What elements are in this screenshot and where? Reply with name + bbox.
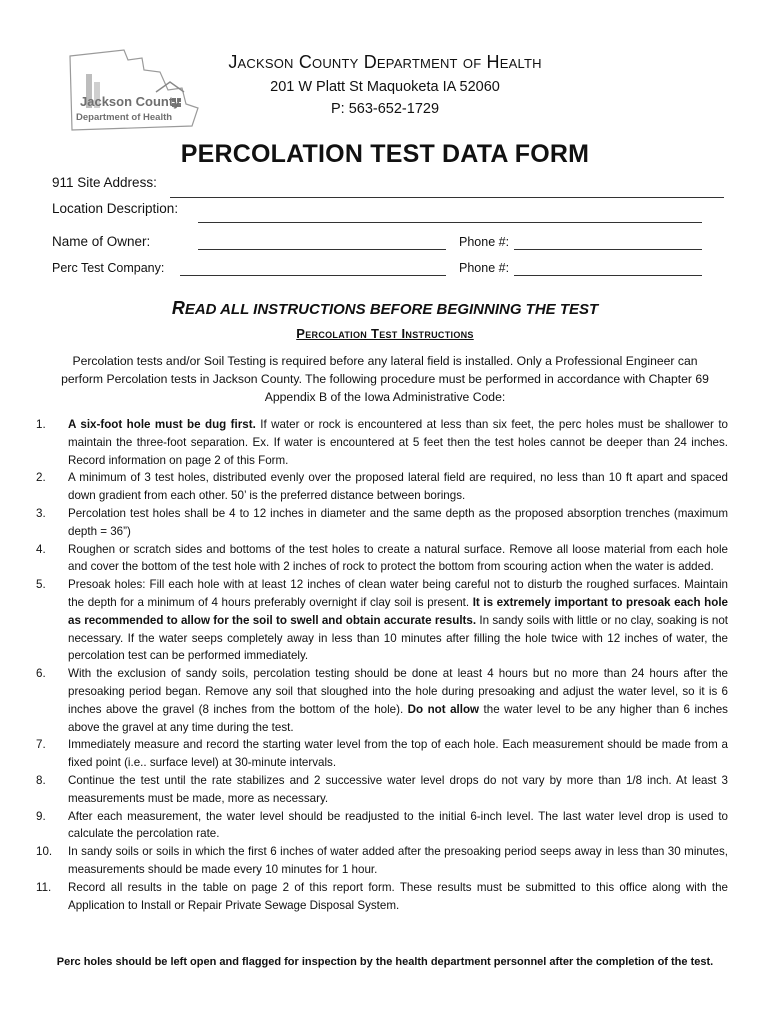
owner-phone-label: Phone #: bbox=[459, 235, 510, 249]
owner-name-label: Name of Owner: bbox=[52, 234, 151, 249]
agency-phone: P: 563-652-1729 bbox=[330, 101, 440, 117]
location-description-line[interactable] bbox=[198, 222, 702, 223]
svg-text:Department of Health: Department of Health bbox=[76, 112, 173, 123]
footer-note: Perc holes should be left open and flagged for inspection by the health department personnel after the completion of the test. bbox=[56, 956, 714, 968]
agency-name: Jackson County Department of Health bbox=[228, 52, 542, 72]
form-title: PERCOLATION TEST DATA FORM bbox=[180, 140, 590, 168]
list-item: 2. A minimum of 3 test holes, distributed evenly over the proposed lateral field are required, no less than 10 ft apart and spaced down gradient from each other. 50’ is the preferred distance between borings. bbox=[36, 471, 728, 503]
list-item: 4. Roughen or scratch sides and bottoms of the test holes to create a natural surface. Remove all loose material from each hole and cover the bottom of the test hole with 2 inches of rock to protect the bottom from scouring action when the water is added. bbox=[36, 542, 728, 574]
svg-text:Jackson County: Jackson County bbox=[80, 94, 181, 109]
perc-company-label: Perc Test Company: bbox=[52, 261, 165, 275]
list-item: 1. A six-foot hole must be dug first. If water or rock is encountered at less than six feet, the perc holes must be shallower to maintain the three-foot separation. Ex. If water is encountered at 5 feet then the test holes cannot be deeper than 24 inches. Record information on page 2 of this Form. bbox=[36, 418, 728, 467]
agency-address: 201 W Platt St Maquoketa IA 52060 bbox=[270, 79, 500, 95]
site-address-line[interactable] bbox=[170, 197, 724, 198]
list-item: 9. After each measurement, the water level should be readjusted to the initial 6-inch level. The last water level drop is used to calculate the percolation rate. bbox=[36, 809, 728, 841]
company-phone-line[interactable] bbox=[514, 275, 702, 276]
read-all-heading: READ ALL INSTRUCTIONS BEFORE BEGINNING THE TEST bbox=[171, 298, 599, 318]
county-logo bbox=[64, 46, 202, 134]
list-item: 6. With the exclusion of sandy soils, percolation testing should be done at least 4 hours but no more than 24 hours after the presoaking period began. Remove any soil that sloughed into the hole during presoaking and adjust the water level, so it is 6 inches above the gravel (8 inches from the bottom of the hole). Do not allow the water level to be any higher than 6 inches above the gravel at any time during the test. bbox=[36, 667, 728, 734]
instructions-heading: Percolation Test Instructions bbox=[296, 326, 474, 341]
list-item: 11. Record all results in the table on page 2 of this report form. These results must be submitted to this office along with the Application to Install or Repair Private Sewage Disposal System. bbox=[36, 880, 728, 912]
list-item: 7. Immediately measure and record the starting water level from the top of each hole. Each measurement should be made from a fixed point (i.e.. surface level) at 30-minute intervals. bbox=[36, 738, 728, 770]
owner-name-line[interactable] bbox=[198, 249, 446, 250]
list-item: 3. Percolation test holes shall be 4 to 12 inches in diameter and the same depth as the proposed absorption trenches (maximum depth = 36”) bbox=[36, 506, 728, 538]
instruction-list bbox=[36, 416, 728, 914]
perc-company-line[interactable] bbox=[180, 275, 446, 276]
list-item: 10. In sandy soils or soils in which the first 6 inches of water added after the presoaking period seeps away in less than 30 minutes, measurements should be made every 10 minutes for 1 hour. bbox=[36, 845, 728, 876]
owner-phone-line[interactable] bbox=[514, 249, 702, 250]
intro-paragraph: Percolation tests and/or Soil Testing is required before any lateral field is installed. Only a Professional Engineer can perform Percolation tests in Jackson County. The following procedure must be performed in accordance with Chapter 69 Appendix B of the Iowa Administrative Code: bbox=[61, 354, 709, 404]
site-address-label: 911 Site Address: bbox=[52, 175, 157, 190]
agency-header bbox=[215, 52, 555, 117]
list-item: 5. Presoak holes: Fill each hole with at least 12 inches of clean water being careful not to disturb the roughed surfaces. Maintain the depth for a minimum of 4 hours preferably overnight if clay soil is present. It is extremely important to presoak each hole as recommended to allow for the soil to swell and obtain accurate results. In sandy soils with little or no clay, soaking is not necessary. If the water seeps completely away in less than 10 minutes after filling the hole twice with 12 inches of water, the percolation test can be performed immediately. bbox=[36, 578, 728, 663]
location-description-label: Location Description: bbox=[52, 201, 179, 216]
company-phone-label: Phone #: bbox=[459, 261, 510, 275]
list-item: 8. Continue the test until the rate stabilizes and 2 successive water level drops do not vary by more than 1/8 inch. At least 3 measurements must be made, more as necessary. bbox=[36, 773, 728, 805]
